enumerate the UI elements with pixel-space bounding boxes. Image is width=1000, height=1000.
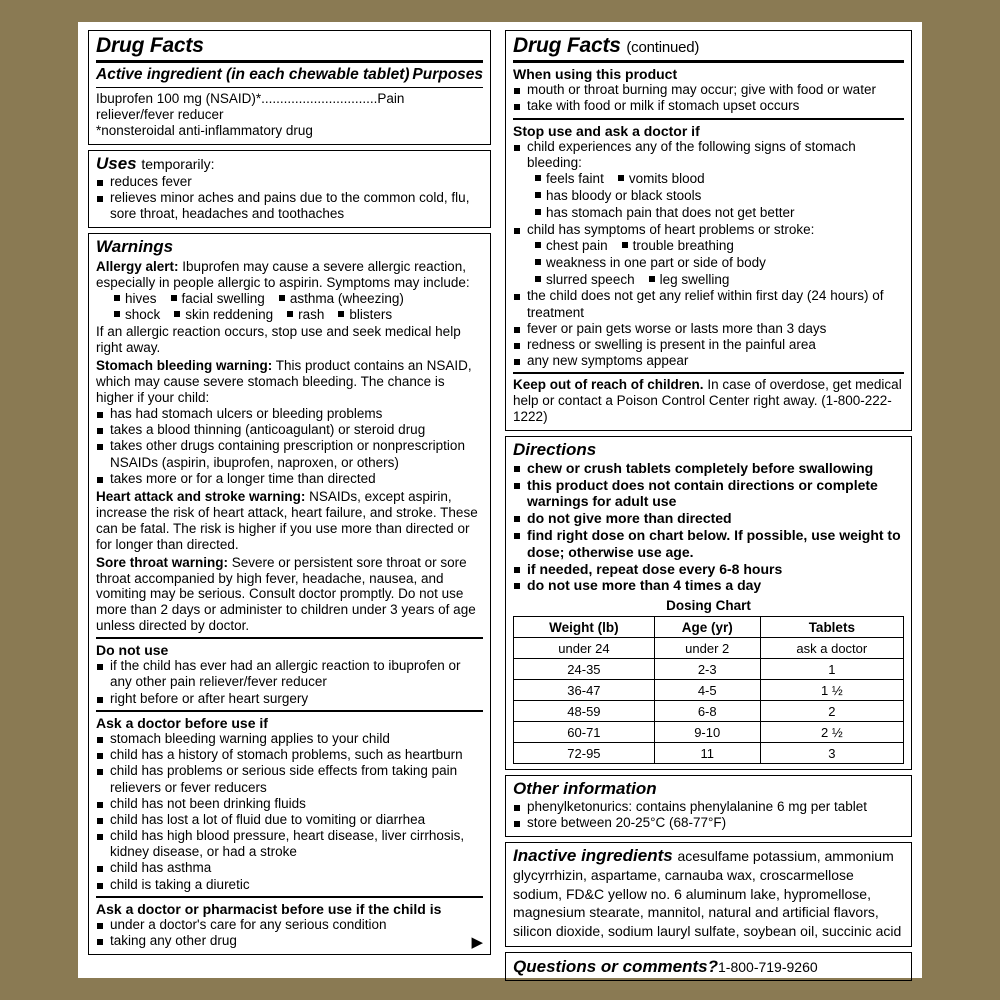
list-item: takes a blood thinning (anticoagulant) or steroid drug	[96, 422, 483, 438]
list-item	[96, 933, 484, 952]
sore-throat-warning	[96, 555, 483, 635]
cell-age: 6-8	[654, 701, 760, 722]
cell-weight: 36-47	[514, 680, 655, 701]
list-item: child has not been drinking fluids	[96, 796, 483, 812]
stomach-bleeding-list	[96, 406, 483, 487]
table-row	[514, 638, 904, 659]
sore-throat-label: Sore throat warning:	[96, 554, 229, 570]
sign: feels faint	[535, 171, 604, 188]
purposes-heading: Purposes	[412, 66, 484, 84]
symptom: asthma (wheezing)	[279, 291, 404, 308]
list-item: phenylketonurics: contains phenylalanine 6 mg per tablet	[513, 799, 904, 815]
divider	[96, 896, 483, 898]
when-using-heading: When using this product	[513, 66, 678, 83]
table-row	[514, 743, 904, 764]
questions-heading: Questions or comments?1-800-719-9260	[513, 956, 818, 976]
column-header: Age (yr)	[654, 617, 760, 638]
list-item: this product does not contain directions or complete warnings for adult use	[513, 477, 904, 511]
allergy-after-text: If an allergic reaction occurs, stop use and seek medical help right away.	[96, 324, 461, 356]
uses-box	[88, 150, 491, 228]
bleeding-signs-row-2	[513, 188, 904, 205]
ask-doctor-heading: Ask a doctor before use if	[96, 714, 268, 731]
warnings-box	[88, 233, 491, 955]
directions-heading: Directions	[513, 440, 597, 460]
sign: leg swelling	[649, 272, 730, 289]
other-information-heading: Other information	[513, 779, 657, 799]
dosing-chart-table	[513, 616, 904, 764]
list-item: under a doctor's care for any serious condition	[96, 917, 483, 933]
page-title-continued: Drug Facts (continued)	[513, 34, 700, 57]
sign: slurred speech	[535, 272, 635, 289]
continued-label: (continued)	[626, 39, 700, 56]
questions-box	[505, 952, 912, 981]
bleeding-signs-row-1	[513, 171, 904, 188]
symptom: blisters	[338, 307, 392, 324]
cell-weight: 24-35	[514, 659, 655, 680]
sign: has bloody or black stools	[535, 188, 701, 205]
drug-facts-panel	[78, 22, 922, 978]
list-item: child has a history of stomach problems, such as heartburn	[96, 747, 483, 763]
list-item: has had stomach ulcers or bleeding problems	[96, 406, 483, 422]
right-column	[499, 30, 912, 976]
stomach-warning-text: This product contains an NSAID, which may cause severe stomach bleeding. The chance is higher if your child:	[96, 358, 472, 406]
do-not-use-heading: Do not use	[96, 642, 169, 659]
allergy-symptoms-row-2	[96, 307, 483, 324]
left-column	[88, 30, 499, 970]
cell-weight: under 24	[514, 638, 655, 659]
uses-list	[96, 174, 483, 223]
warnings-heading: Warnings	[96, 237, 174, 257]
sign: trouble breathing	[622, 238, 734, 255]
cell-age: 4-5	[654, 680, 760, 701]
cell-age: 9-10	[654, 722, 760, 743]
stomach-warning-label: Stomach bleeding warning:	[96, 358, 273, 374]
divider	[513, 118, 904, 120]
other-information-list	[513, 799, 904, 831]
divider	[96, 637, 483, 639]
stomach-bleeding-warning	[96, 358, 483, 406]
table-row	[514, 659, 904, 680]
cell-weight: 72-95	[514, 743, 655, 764]
inactive-ingredients-box	[505, 842, 912, 946]
list-item: take with food or milk if stomach upset occurs	[513, 98, 904, 114]
list-item: if the child has ever had an allergic reaction to ibuprofen or any other pain reliever/fever reducer	[96, 658, 483, 690]
allergy-alert-text: Ibuprofen may cause a severe allergic reaction, especially in people allergic to aspirin. Symptoms may include:	[96, 258, 470, 290]
table-row	[514, 680, 904, 701]
inactive-ingredients-heading: Inactive ingredients acesulfame potassium, ammonium glycyrrhizin, aspartame, carnauba wax, croscarmellose sodium, FD&C yellow no. 6 aluminum lake, hypromellose, magnesium stearate, mannitol, natural and artificial flavors, silicon dioxide, sodium lauryl sulfate, soybean oil, succinic acid	[513, 846, 902, 939]
sign: weakness in one part or side of body	[535, 255, 766, 272]
page-title: Drug Facts	[96, 34, 204, 57]
divider	[513, 372, 904, 374]
heart-warning-label: Heart attack and stroke warning:	[96, 488, 306, 504]
cell-tablets: 1	[760, 659, 903, 680]
cell-tablets: 2 ½	[760, 722, 903, 743]
active-ingredient-heading: Active ingredient (in each chewable tablet)	[96, 66, 410, 84]
list-item: do not use more than 4 times a day	[513, 577, 904, 594]
heart-stroke-warning	[96, 489, 483, 553]
list-item: reduces fever	[96, 174, 483, 190]
divider	[96, 710, 483, 712]
ask-doctor-list	[96, 731, 483, 893]
list-item: right before or after heart surgery	[96, 691, 483, 707]
sign: vomits blood	[618, 171, 705, 188]
cell-tablets: 2	[760, 701, 903, 722]
table-header-row	[514, 617, 904, 638]
list-item: child has problems or serious side effects from taking pain relievers or fever reducers	[96, 763, 483, 795]
list-item: find right dose on chart below. If possible, use weight to dose; otherwise use age.	[513, 527, 904, 561]
symptom: facial swelling	[171, 291, 265, 308]
divider	[96, 60, 483, 63]
cell-age: 11	[654, 743, 760, 764]
cell-tablets: ask a doctor	[760, 638, 903, 659]
symptom: skin reddening	[174, 307, 273, 324]
directions-list	[513, 460, 904, 594]
directions-box	[505, 436, 912, 770]
active-ingredient-line: Ibuprofen 100 mg (NSAID)*...............................Pain reliever/fever reducer	[96, 91, 405, 122]
active-ingredient-footnote: *nonsteroidal anti-inflammatory drug	[96, 122, 313, 138]
allergy-alert	[96, 259, 483, 291]
active-ingredient-heading-row	[96, 66, 483, 84]
inactive-ingredients-text: acesulfame potassium, ammonium glycyrrhizin, aspartame, carnauba wax, croscarmellose sodium, FD&C yellow no. 6 aluminum lake, hypromellose, magnesium stearate, mannitol, natural and artificial flavors, silicon dioxide, sodium lauryl sulfate, soybean oil, succinic acid	[513, 848, 902, 939]
stop-use-list	[513, 139, 904, 171]
cell-tablets: 3	[760, 743, 903, 764]
list-item: store between 20-25°C (68-77°F)	[513, 815, 904, 831]
dosing-chart-title: Dosing Chart	[666, 598, 751, 614]
column-header: Weight (lb)	[514, 617, 655, 638]
list-item: child experiences any of the following signs of stomach bleeding:	[513, 139, 904, 171]
keep-out-of-reach	[513, 377, 904, 425]
list-item: stomach bleeding warning applies to your child	[96, 731, 483, 747]
list-item: child has asthma	[96, 860, 483, 876]
heart-signs-row-2	[513, 255, 904, 272]
questions-phone: 1-800-719-9260	[718, 958, 818, 975]
table-row	[514, 701, 904, 722]
ask-pharmacist-heading: Ask a doctor or pharmacist before use if the child is	[96, 900, 442, 917]
other-information-box	[505, 775, 912, 837]
stop-use-list-2	[513, 222, 904, 238]
heart-warning-text: NSAIDs, except aspirin, increase the risk of heart attack, heart failure, and stroke. These can be fatal. The risk is higher if you use more than directed or for longer than directed.	[96, 488, 478, 552]
list-item: takes more or for a longer time than directed	[96, 471, 483, 487]
list-item: do not give more than directed	[513, 510, 904, 527]
cell-age: 2-3	[654, 659, 760, 680]
continued-box	[505, 30, 912, 431]
column-header: Tablets	[760, 617, 903, 638]
sore-throat-text: Severe or persistent sore throat or sore throat accompanied by high fever, headache, nausea, and vomiting may be serious. Consult doctor promptly. Do not use more than 2 days or administer to children under 3 years of age unless directed by doctor.	[96, 554, 476, 634]
list-item: child has symptoms of heart problems or stroke:	[513, 222, 904, 238]
list-item: the child does not get any relief within first day (24 hours) of treatment	[513, 288, 904, 320]
ask-pharmacist-list	[96, 916, 484, 952]
do-not-use-list	[96, 658, 483, 707]
list-item: any new symptoms appear	[513, 353, 904, 369]
heart-signs-row-1	[513, 238, 904, 255]
stop-use-list-3	[513, 288, 904, 369]
uses-subtext: temporarily:	[141, 155, 215, 172]
list-item: chew or crush tablets completely before swallowing	[513, 460, 904, 477]
heart-signs-row-3	[513, 272, 904, 289]
when-using-list	[513, 82, 904, 114]
divider	[96, 87, 483, 88]
list-item: child is taking a diuretic	[96, 877, 483, 893]
allergy-alert-label: Allergy alert:	[96, 258, 179, 274]
symptom: hives	[114, 291, 157, 308]
keep-out-label: Keep out of reach of children.	[513, 377, 704, 393]
symptom: shock	[114, 307, 160, 324]
sign: chest pain	[535, 238, 608, 255]
list-item: mouth or throat burning may occur; give with food or water	[513, 82, 904, 98]
bleeding-signs-row-3	[513, 205, 904, 222]
cell-weight: 48-59	[514, 701, 655, 722]
continue-arrow-icon: ▶	[471, 934, 484, 952]
list-item-label: taking any other drug	[110, 933, 237, 949]
divider	[513, 60, 904, 63]
header-box	[88, 30, 491, 145]
list-item: redness or swelling is present in the painful area	[513, 337, 904, 353]
list-item: fever or pain gets worse or lasts more than 3 days	[513, 321, 904, 337]
cell-weight: 60-71	[514, 722, 655, 743]
list-item: relieves minor aches and pains due to the common cold, flu, sore throat, headaches and toothaches	[96, 190, 483, 222]
list-item: if needed, repeat dose every 6-8 hours	[513, 561, 904, 578]
uses-heading: Uses temporarily:	[96, 153, 215, 173]
list-item: child has lost a lot of fluid due to vomiting or diarrhea	[96, 812, 483, 828]
sign: has stomach pain that does not get better	[535, 205, 794, 222]
keep-out-text: In case of overdose, get medical help or contact a Poison Control Center right away. (1-800-222-1222)	[513, 377, 902, 425]
cell-tablets: 1 ½	[760, 680, 903, 701]
stop-use-heading: Stop use and ask a doctor if	[513, 122, 700, 139]
cell-age: under 2	[654, 638, 760, 659]
symptom: rash	[287, 307, 324, 324]
list-item: takes other drugs containing prescription or nonprescription NSAIDs (aspirin, ibuprofen, naproxen, or others)	[96, 438, 483, 470]
table-row	[514, 722, 904, 743]
list-item: child has high blood pressure, heart disease, liver cirrhosis, kidney disease, or had a stroke	[96, 828, 483, 860]
allergy-symptoms-row-1	[96, 291, 483, 308]
